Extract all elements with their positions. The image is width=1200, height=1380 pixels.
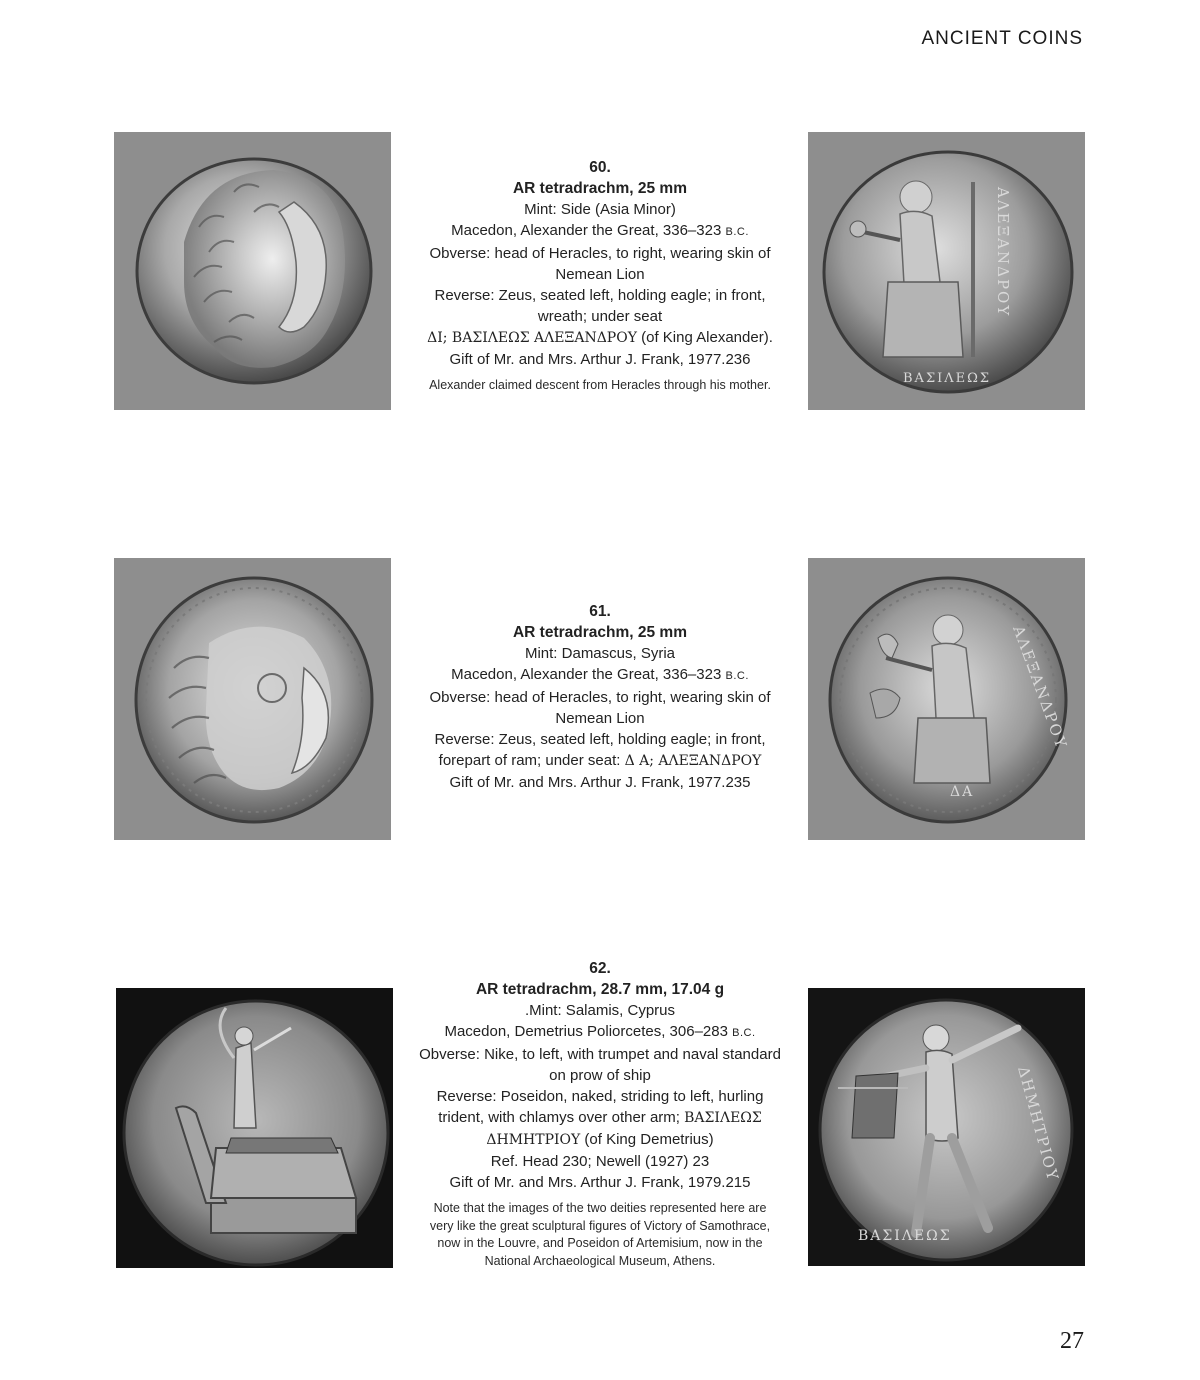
entry-ruler: Macedon, Demetrius Poliorcetes, 306–283 B.C. [444,1023,756,1040]
entry-obverse-cont: Nemean Lion [555,710,645,727]
poseidon-striding-image [808,988,1085,1266]
entry-mint: .Mint: Salamis, Cyprus [524,1002,676,1019]
zeus-seated-image [808,132,1085,410]
entry-reverse: Reverse: Zeus, seated left, holding eagle; in front, [434,731,766,748]
coin-60-reverse-photo [808,132,1085,410]
coin-legend: ΔΗΜΗΤΡΙΟΥ [1014,1064,1063,1184]
greek-inscription: ΔΙ; ΒΑΣΙΛΕΩΣ ΑΛΕΞΑΝΔΡΟΥ [427,330,637,346]
entry-inscription: ΔΗΜΗΤΡΙΟΥ (of King Demetrius) [486,1131,714,1148]
entry-mint: Mint: Damascus, Syria [524,645,676,662]
entry-ruler: Macedon, Alexander the Great, 336–323 B.C. [451,666,749,683]
entry-note: Alexander claimed descent from Heracles through his mother. [429,378,771,392]
coin-legend: ΑΛΕΞΑΝΔΡΟΥ [994,187,1012,318]
heracles-head-image [114,558,391,840]
heracles-head-image [114,132,391,410]
entry-obverse-cont: on prow of ship [549,1067,651,1084]
entry-era: B.C. [725,226,749,238]
catalog-entry-62 [400,958,800,1270]
entry-reference: Ref. Head 230; Newell (1927) 23 [490,1153,710,1170]
entry-gift: Gift of Mr. and Mrs. Arthur J. Frank, 1977.235 [449,774,751,791]
entry-reverse: Reverse: Zeus, seated left, holding eagle; in front, [434,287,766,304]
coin-62-obverse-photo [116,988,393,1268]
coin-61-reverse-photo [808,558,1085,840]
greek-inscription: ΒΑΣΙΛΕΩΣ [684,1110,762,1126]
entry-number: 61. [589,603,611,620]
running-head: ANCIENT COINS [921,28,1083,49]
coin-legend-bottom: ΒΑΣΙΛΕΩΣ [903,371,992,386]
entry-obverse: Obverse: head of Heracles, to right, wearing skin of [429,689,771,706]
entry-era: B.C. [732,1027,756,1039]
coin-62-reverse-photo [808,988,1085,1266]
nike-on-prow-image [116,988,393,1268]
entry-reverse-cont: trident, with chlamys over other arm; ΒΑΣΙΛΕΩΣ [438,1109,762,1126]
greek-inscription: ΔΗΜΗΤΡΙΟΥ [486,1132,581,1148]
zeus-seated-image [808,558,1085,840]
entry-mint: Mint: Side (Asia Minor) [524,201,676,218]
coin-legend-bottom: ΒΑΣΙΛΕΩΣ [858,1228,952,1244]
entry-title: AR tetradrachm, 28.7 mm, 17.04 g [475,981,725,998]
entry-obverse: Obverse: head of Heracles, to right, wearing skin of [429,245,771,262]
entry-gift: Gift of Mr. and Mrs. Arthur J. Frank, 1977.236 [449,351,751,368]
entry-gift: Gift of Mr. and Mrs. Arthur J. Frank, 1979.215 [449,1174,751,1191]
greek-inscription: Δ Α; ΑΛΕΞΑΝΔΡΟΥ [624,753,762,769]
page-number: 27 [1060,1328,1084,1354]
entry-number: 62. [589,960,611,977]
entry-inscription: ΔΙ; ΒΑΣΙΛΕΩΣ ΑΛΕΞΑΝΔΡΟΥ (of King Alexander). [427,329,773,346]
catalog-entry-60 [400,157,800,395]
entry-obverse: Obverse: Nike, to left, with trumpet and naval standard [419,1046,781,1063]
entry-reverse-cont: wreath; under seat [537,308,663,325]
entry-obverse-cont: Nemean Lion [555,266,645,283]
coin-mark: ΔΑ [950,784,975,800]
coin-legend: ΑΛΕΞΑΝΔΡΟΥ [1009,623,1071,752]
entry-title: AR tetradrachm, 25 mm [512,180,687,197]
entry-era: B.C. [725,670,749,682]
entry-reverse: Reverse: Poseidon, naked, striding to left, hurling [436,1088,764,1105]
entry-number: 60. [589,159,611,176]
coin-61-obverse-photo [114,558,391,840]
entry-title: AR tetradrachm, 25 mm [512,624,687,641]
catalog-entry-61 [400,601,800,793]
entry-note: Note that the images of the two deities represented here are very like the great sculptural figures of Victory of Samothrace, now in the Louvre, and Poseidon of Artemisium, now in the National Archaeological Museum, Athens. [429,1201,771,1268]
entry-reverse-cont: forepart of ram; under seat: Δ Α; ΑΛΕΞΑΝΔΡΟΥ [438,752,762,769]
coin-60-obverse-photo [114,132,391,410]
entry-ruler: Macedon, Alexander the Great, 336–323 B.C. [451,222,749,239]
